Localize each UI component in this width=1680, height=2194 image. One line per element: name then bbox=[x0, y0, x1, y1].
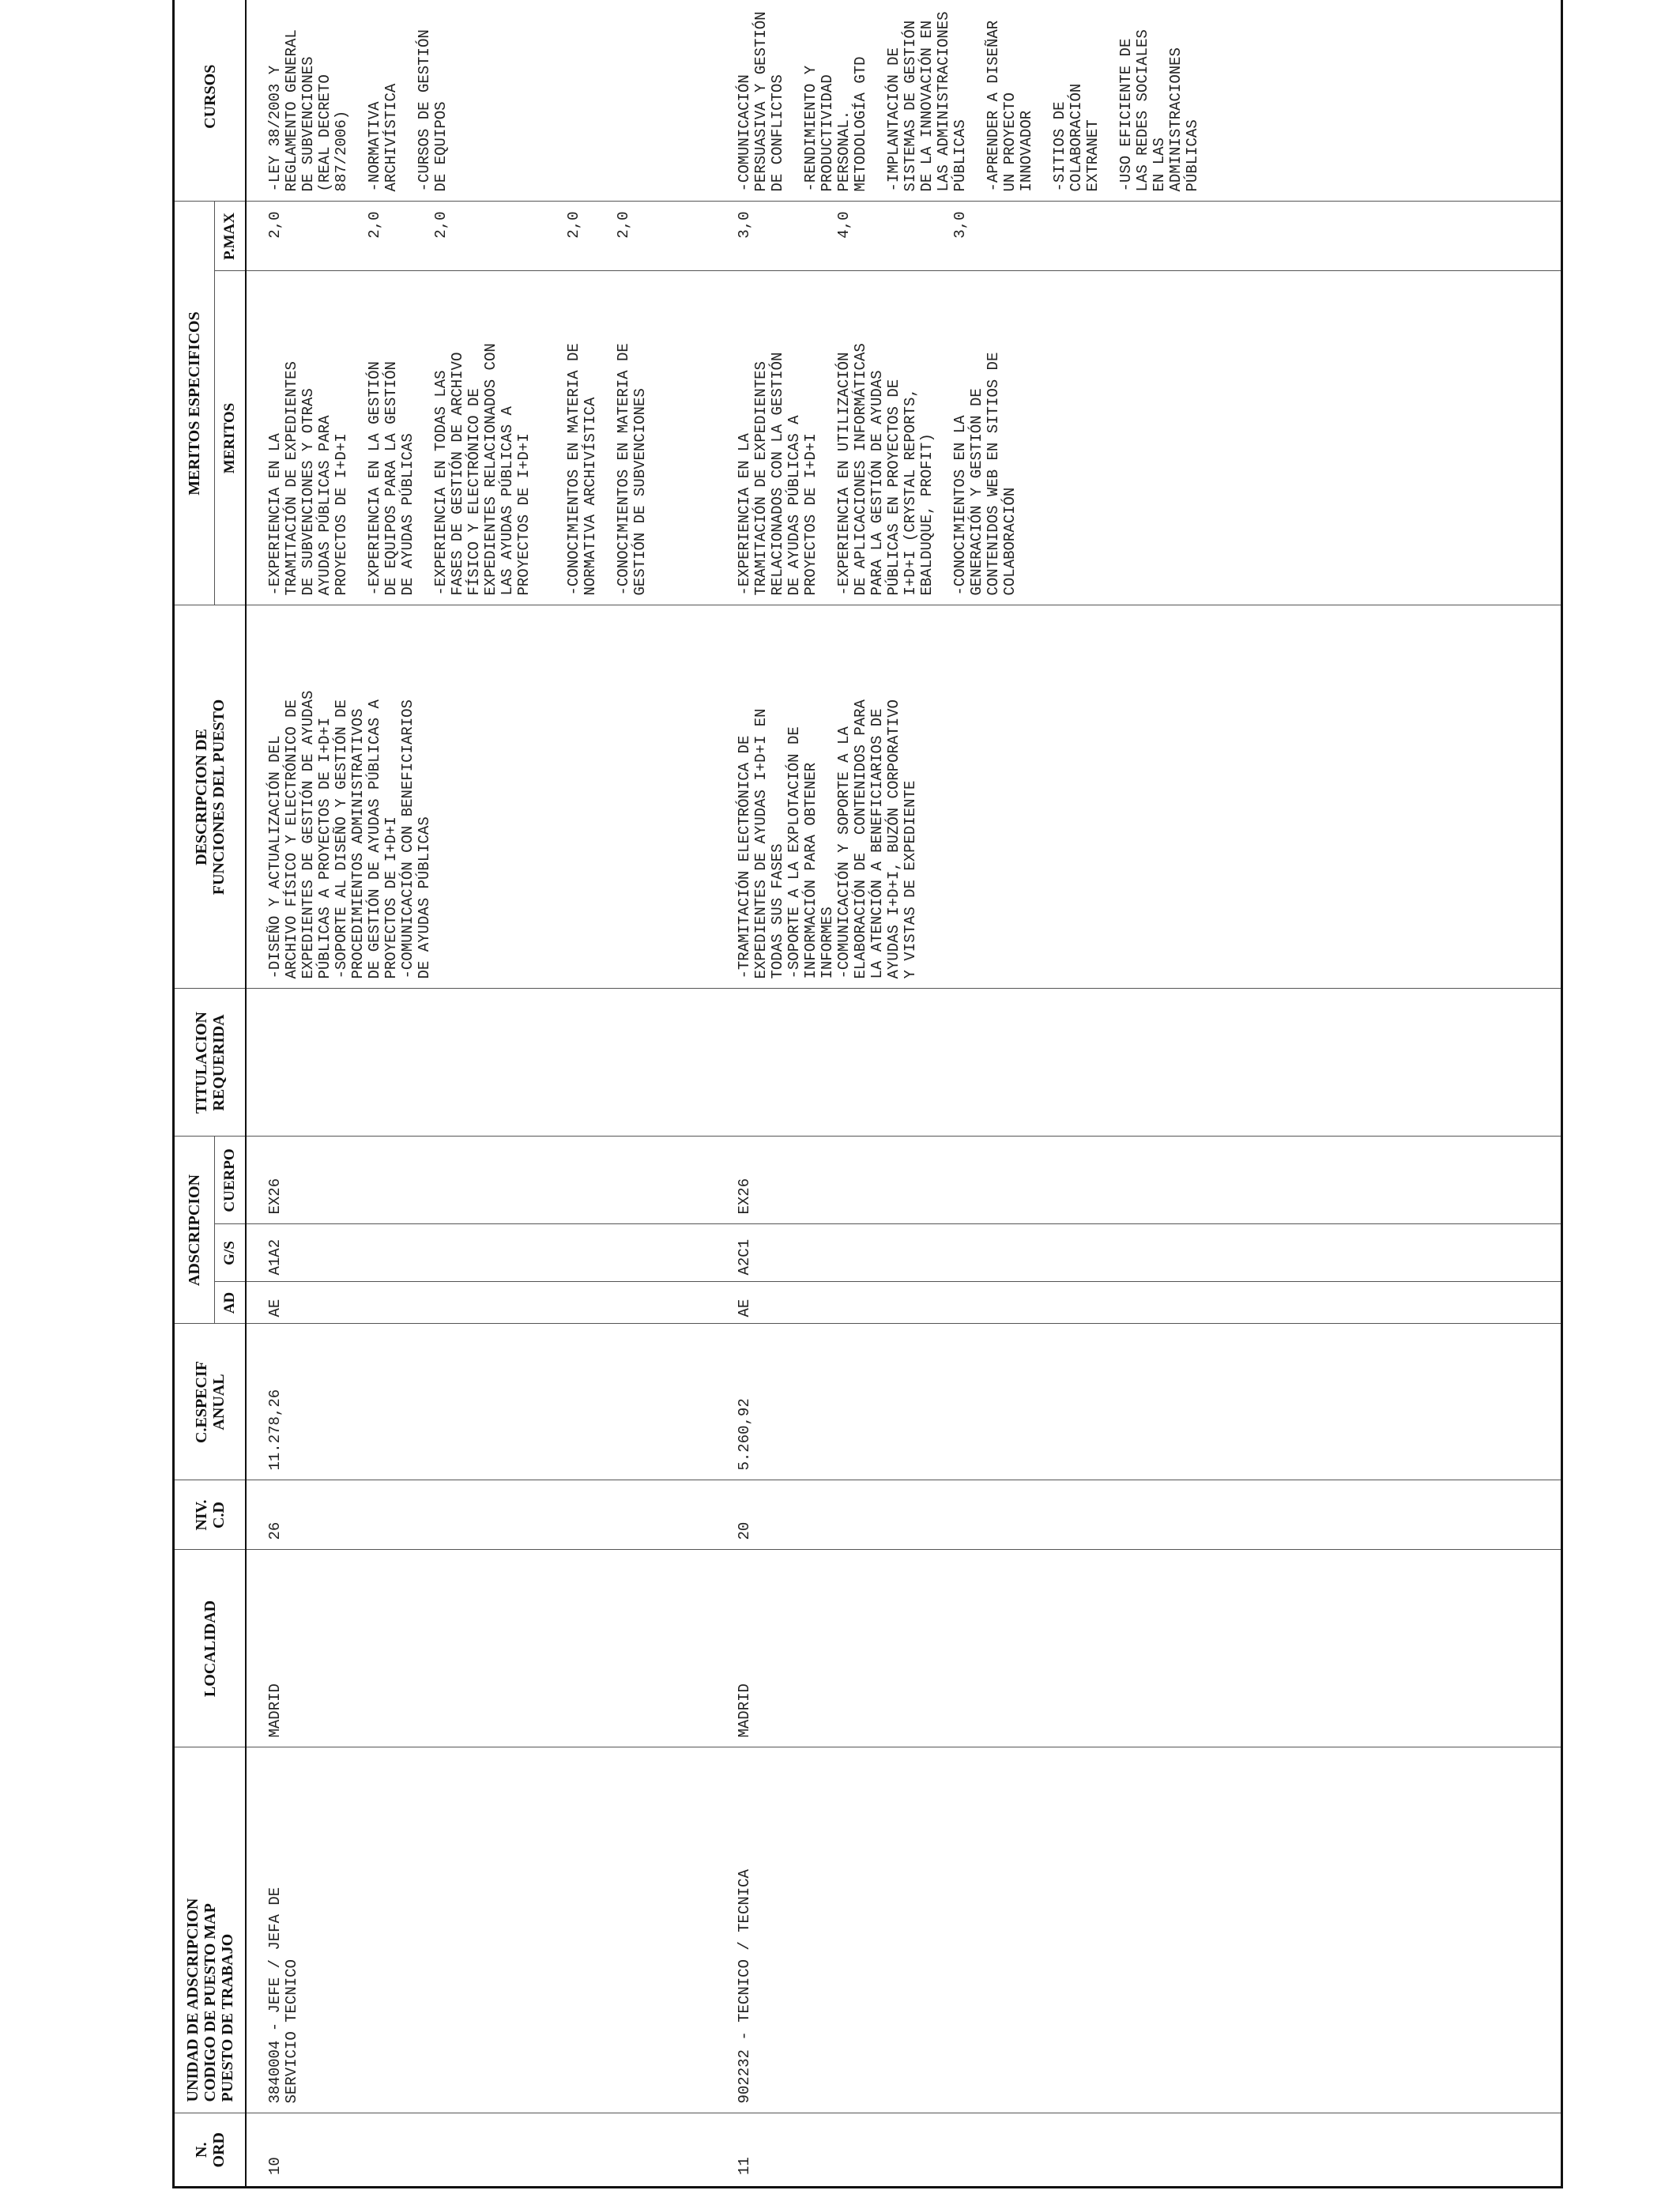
cell-c-especif: 11.278,26 bbox=[246, 1324, 716, 1480]
cell-c-especif: 5.260,92 bbox=[716, 1324, 1561, 1480]
cell-titulacion bbox=[246, 989, 716, 1137]
cell-gs: A1A2 bbox=[246, 1224, 716, 1282]
header-unidad: UNIDAD DE ADSCRIPCION CODIGO DE PUESTO MAP PUESTO DE TRABAJO bbox=[175, 1747, 246, 2113]
header-cuerpo: CUERPO bbox=[215, 1137, 247, 1224]
rpt-table bbox=[175, 0, 1561, 2186]
cell-puesto: 3840004 - JEFE / JEFA DE SERVICIO TECNICO bbox=[246, 1747, 716, 2113]
header-adscripcion: ADSCRIPCION bbox=[175, 1137, 215, 1324]
cell-niv: 20 bbox=[716, 1480, 1561, 1550]
cell-descripcion: -TRAMITACIÓN ELECTRÓNICA DE EXPEDIENTES DE AYUDAS I+D+I EN TODAS SUS FASES -SOPORTE A LA EXPLOTACIÓN DE INFORMACIÓN PARA OBTENER INFORMES -COMUNICACIÓN Y SOPORTE A LA ELABORACIÓN DE CONTENIDOS PARA LA ATENCIÓN A BENEFICIARIOS DE AYUDAS I+D+I, BUZÓN CORPORATIVO Y VISTAS DE EXPEDIENTE bbox=[716, 605, 1561, 989]
cell-niv: 26 bbox=[246, 1480, 716, 1550]
cell-gs: A2C1 bbox=[716, 1224, 1561, 1282]
cell-meritos: -EXPERIENCIA EN LA TRAMITACIÓN DE EXPEDIENTES RELACIONADOS CON LA GESTIÓN DE AYUDAS PÚBLICAS A PROYECTOS DE I+D+I -EXPERIENCIA EN UTILIZACIÓN DE APLICACIONES INFORMÁTICAS PARA LA GESTIÓN DE AYUDAS PÚBLICAS EN PROYECTOS DE I+D+I (CRYSTAL REPORTS, EBALDUQUE, PROFIT) -CONOCIMIENTOS EN LA GENERACIÓN Y GESTIÓN DE CONTENIDOS WEB EN SITIOS DE COLABORACIÓN bbox=[716, 271, 1561, 605]
header-niv: NIV. C.D bbox=[175, 1480, 246, 1550]
header-meritos-especificos: MERITOS ESPECIFICOS bbox=[175, 202, 215, 605]
cell-descripcion: -DISEÑO Y ACTUALIZACIÓN DEL ARCHIVO FÍSICO Y ELECTRÓNICO DE EXPEDIENTES DE GESTIÓN DE AYUDAS PÚBLICAS A PROYECTOS DE I+D+I -SOPORTE AL DISEÑO Y GESTIÓN DE PROCEDIMIENTOS ADMINISTRATIVOS DE GESTIÓN DE AYUDAS PÚBLICAS A PROYECTOS DE I+D+I -COMUNICACIÓN CON BENEFICIARIOS DE AYUDAS PÚBLICAS bbox=[246, 605, 716, 989]
cell-titulacion bbox=[716, 989, 1561, 1137]
cell-pmax: 3,0 4,0 3,0 bbox=[716, 202, 1561, 271]
cell-localidad: MADRID bbox=[716, 1550, 1561, 1747]
table-row bbox=[716, 0, 1561, 2186]
header-cursos: CURSOS bbox=[175, 0, 246, 202]
cell-puesto: 902232 - TECNICO / TECNICA bbox=[716, 1747, 1561, 2113]
cell-localidad: MADRID bbox=[246, 1550, 716, 1747]
cell-ad: AE bbox=[246, 1282, 716, 1324]
cell-ad: AE bbox=[716, 1282, 1561, 1324]
header-ad: AD bbox=[215, 1282, 247, 1324]
cell-ord: 11 bbox=[716, 2113, 1561, 2186]
header-descripcion: DESCRIPCION DE FUNCIONES DEL PUESTO bbox=[175, 605, 246, 989]
header-n-ord: N. ORD bbox=[175, 2113, 246, 2186]
rpt-table-frame bbox=[172, 0, 1563, 2188]
cell-meritos: -EXPERIENCIA EN LA TRAMITACIÓN DE EXPEDIENTES DE SUBVENCIONES Y OTRAS AYUDAS PÚBLICAS PARA PROYECTOS DE I+D+I -EXPERIENCIA EN LA GESTIÓN DE EQUIPOS PARA LA GESTIÓN DE AYUDAS PÚBLICAS -EXPERIENCIA EN TODAS LAS FASES DE GESTIÓN DE ARCHIVO FÍSICO Y ELECTRÓNICO DE EXPEDIENTES RELACIONADOS CON LAS AYUDAS PÚBLICAS A PROYECTOS DE I+D+I -CONOCIMIENTOS EN MATERIA DE NORMATIVA ARCHIVÍSTICA -CONOCIMIENTOS EN MATERIA DE GESTIÓN DE SUBVENCIONES bbox=[246, 271, 716, 605]
table-row bbox=[246, 0, 716, 2186]
header-localidad: LOCALIDAD bbox=[175, 1550, 246, 1747]
cell-ord: 10 bbox=[246, 2113, 716, 2186]
header-c-especif: C.ESPECIF ANUAL bbox=[175, 1324, 246, 1480]
cell-cuerpo: EX26 bbox=[246, 1137, 716, 1224]
cell-cursos: -LEY 38/2003 Y REGLAMENTO GENERAL DE SUBVENCIONES (REAL DECRETO 887/2006) -NORMATIVA ARCHIVÍSTICA -CURSOS DE GESTIÓN DE EQUIPOS bbox=[266, 29, 450, 192]
header-pmax: P.MAX bbox=[215, 202, 247, 271]
header-meritos: MERITOS bbox=[215, 271, 247, 605]
cell-pmax: 2,0 2,0 2,0 2,0 2,0 bbox=[246, 202, 716, 271]
cell-cursos: -COMUNICACIÓN PERSUASIVA Y GESTIÓN DE CONFLICTOS -RENDIMIENTO Y PRODUCTIVIDAD PERSONAL. METODOLOGÍA GTD -IMPLANTACIÓN DE SISTEMAS DE GESTIÓN DE LA INNOVACIÓN EN LAS ADMINISTRACIONES PÚBLICAS -APRENDER A DISEÑAR UN PROYECTO INNOVADOR -SITIOS DE COLABORACIÓN EXTRANET -USO EFICIENTE DE LAS REDES SOCIALES EN LAS ADMINISTRACIONES PÚBLICAS bbox=[736, 11, 1201, 192]
header-gs: G/S bbox=[215, 1224, 247, 1282]
cell-cuerpo: EX26 bbox=[716, 1137, 1561, 1224]
header-titulacion: TITULACION REQUERIDA bbox=[175, 989, 246, 1137]
